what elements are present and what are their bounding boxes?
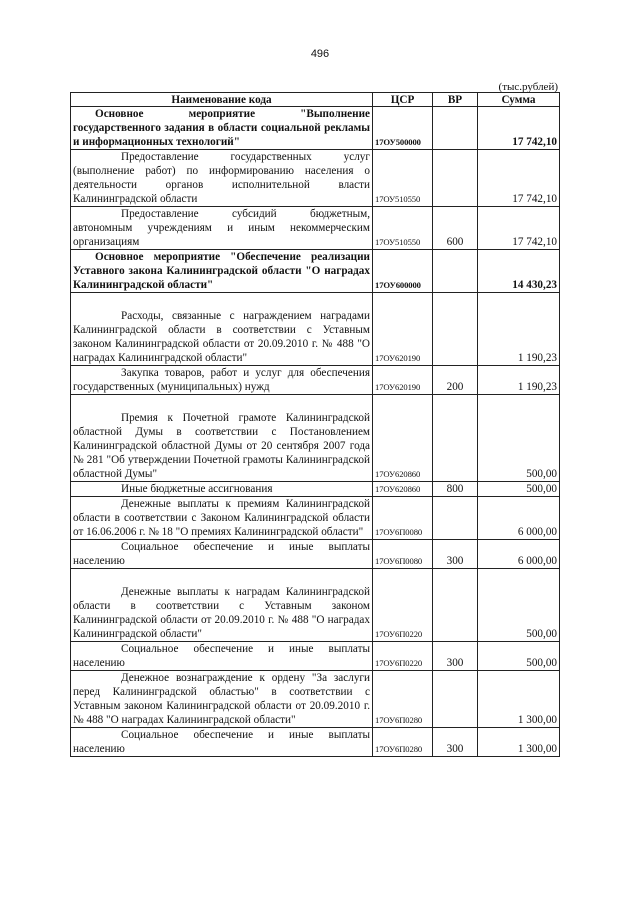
table-row <box>71 250 560 293</box>
cell-csr: 17ОУ620860 <box>373 482 433 497</box>
table-body <box>71 107 560 757</box>
cell-sum: 17 742,10 <box>478 150 560 207</box>
cell-vr: 300 <box>433 728 478 757</box>
cell-csr: 17ОУ6П0220 <box>373 642 433 671</box>
cell-sum: 1 190,23 <box>478 366 560 395</box>
table-row <box>71 728 560 757</box>
cell-sum: 1 300,00 <box>478 671 560 728</box>
cell-vr: 800 <box>433 482 478 497</box>
table-row <box>71 107 560 150</box>
table-row <box>71 207 560 250</box>
cell-csr: 17ОУ6П0080 <box>373 540 433 569</box>
cell-vr <box>433 250 478 293</box>
cell-name: Основное мероприятие "Выполнение государственного задания в области социальной рекламы и информационных технологий" <box>71 107 373 150</box>
cell-csr: 17ОУ510550 <box>373 150 433 207</box>
cell-name: Предоставление субсидий бюджетным, автономным учреждениям и иным некоммерческим организациям <box>71 207 373 250</box>
cell-sum: 500,00 <box>478 395 560 482</box>
cell-name: Социальное обеспечение и иные выплаты населению <box>71 642 373 671</box>
cell-vr: 600 <box>433 207 478 250</box>
cell-vr <box>433 107 478 150</box>
cell-csr: 17ОУ6П0280 <box>373 671 433 728</box>
table-row <box>71 395 560 482</box>
table-row <box>71 366 560 395</box>
table-row <box>71 569 560 642</box>
header-name: Наименование кода <box>71 93 373 107</box>
table-row <box>71 293 560 366</box>
cell-csr: 17ОУ620860 <box>373 395 433 482</box>
cell-sum: 500,00 <box>478 482 560 497</box>
cell-sum: 17 742,10 <box>478 107 560 150</box>
cell-csr: 17ОУ500000 <box>373 107 433 150</box>
page-number: 496 <box>310 48 330 60</box>
cell-sum: 500,00 <box>478 642 560 671</box>
cell-csr: 17ОУ510550 <box>373 207 433 250</box>
cell-sum: 6 000,00 <box>478 540 560 569</box>
cell-sum: 500,00 <box>478 569 560 642</box>
header-sum: Сумма <box>478 93 560 107</box>
table-row <box>71 482 560 497</box>
table-row <box>71 642 560 671</box>
cell-sum: 17 742,10 <box>478 207 560 250</box>
cell-name: Социальное обеспечение и иные выплаты населению <box>71 728 373 757</box>
cell-csr: 17ОУ620190 <box>373 366 433 395</box>
cell-name: Предоставление государственных услуг (выполнение работ) по информированию населения о деятельности органов исполнительной власти Калининградской области <box>71 150 373 207</box>
cell-name: Основное мероприятие "Обеспечение реализации Уставного закона Калининградской области "О наградах Калининградской области" <box>71 250 373 293</box>
cell-vr <box>433 497 478 540</box>
cell-vr <box>433 150 478 207</box>
cell-vr <box>433 569 478 642</box>
budget-table <box>70 92 560 757</box>
cell-csr: 17ОУ6П0220 <box>373 569 433 642</box>
table-row <box>71 150 560 207</box>
cell-name: Денежные выплаты к премиям Калининградской области в соответствии с Законом Калининградской области от 16.06.2006 г. № 18 "О премиях Калининградской области" <box>71 497 373 540</box>
cell-sum: 1 300,00 <box>478 728 560 757</box>
table-row <box>71 671 560 728</box>
cell-csr: 17ОУ620190 <box>373 293 433 366</box>
cell-name: Иные бюджетные ассигнования <box>71 482 373 497</box>
cell-csr: 17ОУ6П0080 <box>373 497 433 540</box>
cell-sum: 14 430,23 <box>478 250 560 293</box>
cell-vr: 300 <box>433 642 478 671</box>
cell-name: Премия к Почетной грамоте Калининградской областной Думы в соответствии с Постановлением Калининградской областной Думы от 20 сентября 2007 года № 281 "Об утверждении Почетной грамоты Калининградской областной Думы" <box>71 395 373 482</box>
cell-csr: 17ОУ600000 <box>373 250 433 293</box>
table-row <box>71 497 560 540</box>
cell-vr: 300 <box>433 540 478 569</box>
cell-vr: 200 <box>433 366 478 395</box>
cell-name: Денежное вознаграждение к ордену "За заслуги перед Калининградской областью" в соответствии с Уставным законом Калининградской области от 20.09.2010 г. № 488 "О наградах Калининградской области" <box>71 671 373 728</box>
cell-csr: 17ОУ6П0280 <box>373 728 433 757</box>
cell-name: Денежные выплаты к наградам Калининградской области в соответствии с Уставным законом Калининградской области от 20.09.2010 г. № 488 "О наградах Калининградской области" <box>71 569 373 642</box>
cell-sum: 1 190,23 <box>478 293 560 366</box>
header-csr: ЦСР <box>373 93 433 107</box>
cell-vr <box>433 395 478 482</box>
table-row <box>71 540 560 569</box>
units-label: (тыс.рублей) <box>498 81 558 93</box>
cell-name: Социальное обеспечение и иные выплаты населению <box>71 540 373 569</box>
cell-sum: 6 000,00 <box>478 497 560 540</box>
cell-name: Закупка товаров, работ и услуг для обеспечения государственных (муниципальных) нужд <box>71 366 373 395</box>
cell-vr <box>433 293 478 366</box>
cell-vr <box>433 671 478 728</box>
header-vr: ВР <box>433 93 478 107</box>
table-header-row <box>71 93 560 107</box>
cell-name: Расходы, связанные с награждением наградами Калининградской области в соответствии с Уставным законом Калининградской области от 20.09.2010 г. № 488 "О наградах Калининградской области" <box>71 293 373 366</box>
